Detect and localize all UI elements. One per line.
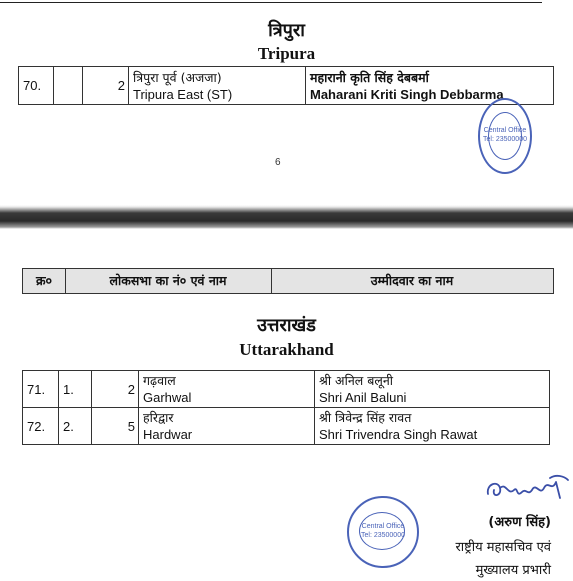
signatory-title-2: मुख्यालय प्रभारी [475, 563, 551, 578]
sub-number: 2. [59, 408, 92, 445]
uttarakhand-table [22, 370, 550, 445]
constituency-name-hindi: गढ़वाल [143, 373, 176, 388]
page-separator [0, 205, 573, 229]
seal-text-line-1: Central Office [361, 523, 405, 530]
constituency-name-hindi: त्रिपुरा पूर्व (अजजा) [133, 69, 222, 85]
signature-image [482, 472, 572, 508]
constituency-number: 5 [92, 408, 139, 445]
constituency-name-english: Tripura East (ST) [133, 86, 233, 102]
serial-number: 70. [19, 67, 54, 105]
candidate-name-english: Shri Trivendra Singh Rawat [319, 427, 478, 442]
serial-number: 72. [23, 408, 59, 445]
candidate-name-english: Shri Anil Baluni [319, 390, 407, 405]
page-number: 6 [275, 157, 281, 168]
constituency-name-english: Hardwar [143, 427, 193, 442]
seal-text-line-2: Tel: 23500000 [361, 532, 405, 539]
state-title-hindi: त्रिपुरा [268, 20, 305, 41]
candidate-cell [306, 67, 554, 105]
table-header [22, 268, 554, 294]
table-row [19, 67, 554, 105]
constituency-number: 2 [83, 67, 129, 105]
candidate-cell [315, 371, 550, 408]
sub-number [54, 67, 83, 105]
candidate-name-hindi: महारानी कृति सिंह देबबर्मा [310, 69, 429, 85]
constituency-cell [129, 67, 306, 105]
header-constituency: लोकसभा का नं० एवं नाम [65, 269, 272, 293]
candidate-name-hindi: श्री त्रिवेन्द्र सिंह रावत [319, 410, 412, 425]
table-row [23, 408, 550, 445]
party-seal [347, 496, 419, 568]
constituency-name-english: Garhwal [143, 390, 192, 405]
table-row [23, 371, 550, 408]
header-serial: क्र० [23, 269, 66, 293]
signatory-title-1: राष्ट्रीय महासचिव एवं [455, 540, 551, 555]
constituency-number: 2 [92, 371, 139, 408]
sub-number: 1. [59, 371, 92, 408]
header-candidate: उम्मीदवार का नाम [370, 273, 454, 288]
top-rule [0, 2, 542, 3]
party-seal [478, 98, 532, 174]
constituency-name-hindi: हरिद्वार [143, 410, 174, 425]
candidate-name-hindi: श्री अनिल बलूनी [319, 373, 394, 388]
seal-text-line-1: Central Office [483, 127, 527, 134]
constituency-cell [139, 408, 315, 445]
constituency-cell [139, 371, 315, 408]
state-title-hindi: उत्तराखंड [257, 315, 316, 336]
state-title-english: Uttarakhand [239, 340, 334, 359]
state-title-english: Tripura [257, 44, 316, 63]
serial-number: 71. [23, 371, 59, 408]
tripura-table [18, 66, 554, 105]
seal-text-line-2: Tel: 23500000 [483, 136, 527, 143]
candidate-name-english: Maharani Kriti Singh Debbarma [310, 86, 504, 102]
page-6 [0, 0, 573, 205]
signatory-name: (अरुण सिंह) [488, 515, 551, 530]
candidate-cell [315, 408, 550, 445]
